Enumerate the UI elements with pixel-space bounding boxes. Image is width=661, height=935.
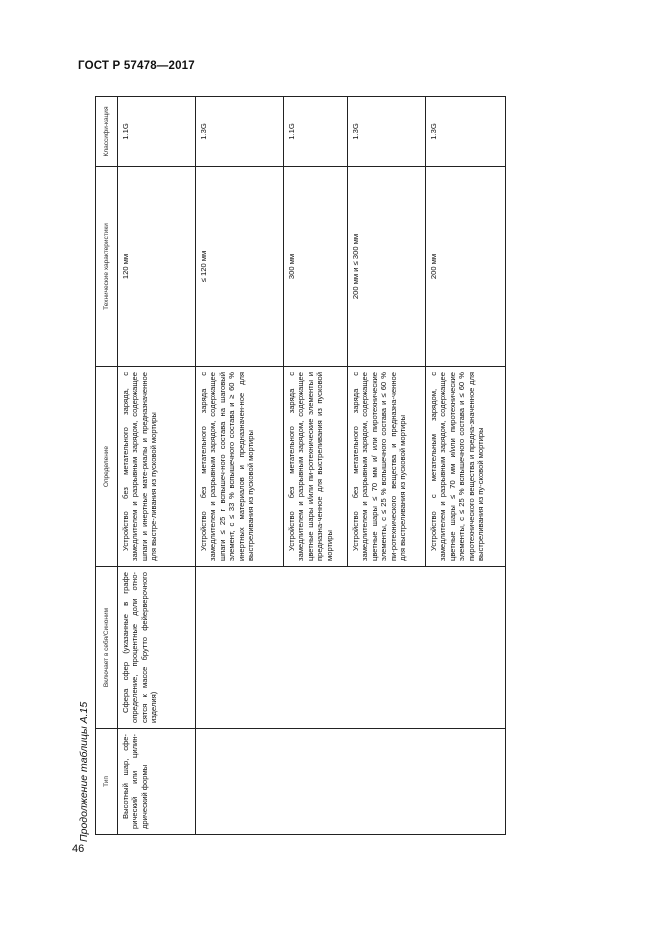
table-row xyxy=(196,97,284,835)
type-cell xyxy=(426,729,506,835)
table-row xyxy=(118,97,196,835)
column-header-includes: Включает в себя/Синоним xyxy=(96,567,118,729)
includes-cell xyxy=(348,567,426,729)
class-cell: 1.1G xyxy=(118,97,196,167)
definition-cell: Устройство без метательного заряда с замедлителем и разрывным зарядом, содержащее цветные шары и/или пи-ротехнические элементы и предназна-ченное для выстреливания из пусковой мортиры xyxy=(284,367,348,567)
definition-cell: Устройство с метательным зарядом, с замедлителем и разрывным зарядом, содержащее цветные шары ≤ 70 мм и/или пиротехнические элементы, с ≤ 25 % вспышечного состава и ≤ 60 % пиротехнического вещества и предна-значенное для выстреливания из пу-сковой мортиры xyxy=(426,367,506,567)
definition-cell: Устройство без метательного заряда с замедлителем и разрывным зарядом, содержащее цветные шары ≤ 70 мм и/ или пиротехнические элементы, с ≤ 25 % вспышечного состава и ≤ 60 % пи-ротехнического вещества и предназна-ченное для выстреливания из пусковой мортиры xyxy=(348,367,426,567)
table-row xyxy=(348,97,426,835)
spec-cell: ≤ 120 мм xyxy=(196,167,284,367)
includes-cell xyxy=(284,567,348,729)
class-cell: 1.3G xyxy=(426,97,506,167)
column-header-definition: Определение xyxy=(96,367,118,567)
column-header-class: Классифи-кация xyxy=(96,97,118,167)
column-header-type: Тип xyxy=(96,729,118,835)
includes-cell xyxy=(426,567,506,729)
type-cell xyxy=(196,729,284,835)
column-header-spec: Технические характеристики xyxy=(96,167,118,367)
definition-cell: Устройство без метательного заряда, с замедлителем и разрывным зарядом, содержащее шпаги и инертные мате-риалы и предназначенное для выстре-ливания из пусковой мортиры xyxy=(118,367,196,567)
classification-table xyxy=(95,96,506,835)
type-cell xyxy=(348,729,426,835)
type-cell xyxy=(284,729,348,835)
class-cell: 1.1G xyxy=(284,97,348,167)
spec-cell: 200 мм xyxy=(426,167,506,367)
table-row xyxy=(426,97,506,835)
table-header-row xyxy=(96,97,118,835)
page-number: 46 xyxy=(72,843,85,855)
table-caption: Продолжение таблицы А.15 xyxy=(78,701,90,842)
spec-cell: 300 мм xyxy=(284,167,348,367)
class-cell: 1.3G xyxy=(196,97,284,167)
table-row xyxy=(284,97,348,835)
type-cell: Высотный шар, сфе-рический или цилин-дрический формы xyxy=(118,729,196,835)
definition-cell: Устройство без метательного заряда с замедлителем и разрывным зарядом, содержащее шпаги ≤ 25 г вспышеч-ного состава на шаговый элемент, с ≤ 33 % вспышечного состава и ≥ 60 % инертных материалов и предназначен-ное для выстреливания из пусковой мортиры xyxy=(196,367,284,567)
includes-cell: Сфера сфер (указанные в графе определение, процентные доли отно-сятся к массе брутто фейерверочного изделия) xyxy=(118,567,196,729)
spec-cell: 120 мм xyxy=(118,167,196,367)
document-header: ГОСТ Р 57478—2017 xyxy=(78,60,195,72)
class-cell: 1.3G xyxy=(348,97,426,167)
includes-cell xyxy=(196,567,284,729)
spec-cell: 200 мм и ≤ 300 мм xyxy=(348,167,426,367)
classification-table-container xyxy=(95,97,505,835)
